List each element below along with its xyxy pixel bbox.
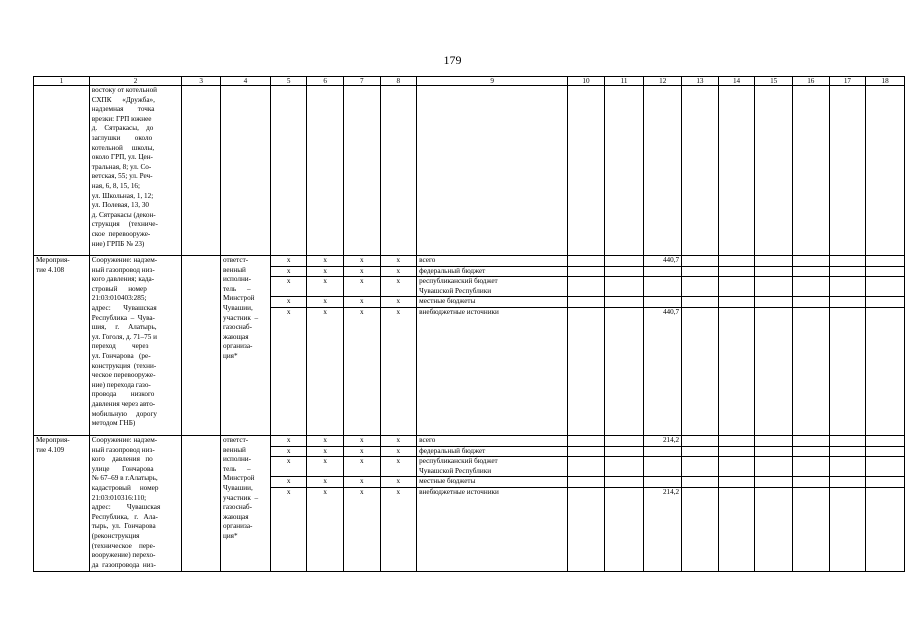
cell-col14-value xyxy=(719,267,755,278)
cell-col13-value xyxy=(682,477,718,488)
code-c5 xyxy=(270,436,307,572)
funding-source xyxy=(417,256,568,436)
code-c5-value: х xyxy=(271,267,307,278)
column-number: 8 xyxy=(380,77,417,86)
cell-col13-value xyxy=(682,457,718,477)
cell-col13-value xyxy=(682,488,718,498)
amount-c12 xyxy=(644,256,682,436)
cell-col3 xyxy=(182,256,221,436)
cell-col10-value xyxy=(568,457,604,477)
cell-col14 xyxy=(718,86,755,256)
cell-col17-value xyxy=(830,436,866,447)
code-c7-value: х xyxy=(344,477,380,488)
cell-col16-value xyxy=(793,277,829,297)
cell-col13 xyxy=(682,86,719,256)
cell-col18-value xyxy=(866,267,904,278)
code-c8-value: х xyxy=(396,307,401,316)
cell-col13-value xyxy=(682,447,718,458)
code-c7-value: х xyxy=(359,487,364,496)
cell-col16-value xyxy=(793,477,829,488)
cell-col11-value xyxy=(605,436,644,447)
cell-col18-value xyxy=(866,488,904,498)
page-number: 179 xyxy=(443,53,462,67)
amount-c12-value: 440,7 xyxy=(644,256,681,267)
cell-col11 xyxy=(604,86,644,256)
code-c6-value: х xyxy=(307,267,343,278)
cell-col13-value xyxy=(682,256,718,267)
cell-col11-value xyxy=(605,267,644,278)
cell-col18-value xyxy=(866,256,904,267)
column-number: 18 xyxy=(866,77,905,86)
responsible-executor: ответст- венный исполни- тель – Минстрой Чувашии, участник – газоснаб- жающая организа- ция* xyxy=(220,436,270,572)
column-number: 9 xyxy=(417,77,568,86)
cell-col17-value xyxy=(830,488,866,498)
cell-col14-value xyxy=(719,457,755,477)
code-c6 xyxy=(307,436,344,572)
cell-col11-value xyxy=(605,477,644,488)
code-c8-value: х xyxy=(381,477,417,488)
amount-c12-value xyxy=(644,447,681,458)
column-number: 6 xyxy=(307,77,344,86)
cell-col18-value xyxy=(866,477,904,488)
code-c8-value: х xyxy=(381,457,417,477)
code-c7 xyxy=(343,256,380,436)
measure-id: Мероприя- тие 4.108 xyxy=(34,256,90,436)
cell-col15-value xyxy=(755,457,792,477)
cell-col10-value xyxy=(568,488,604,498)
cell-col16-value xyxy=(793,447,829,458)
code-c5-value: х xyxy=(286,307,291,316)
amount-c12-value: 440,7 xyxy=(662,307,680,316)
code-c7-value: х xyxy=(344,436,380,447)
code-c6 xyxy=(307,86,344,256)
code-c5-value: х xyxy=(271,277,307,297)
code-c7-value: х xyxy=(344,256,380,267)
cell-col16-value xyxy=(793,267,829,278)
cell-col16-value xyxy=(793,256,829,267)
program-table xyxy=(33,76,905,572)
cell-col10 xyxy=(568,256,605,436)
code-c8-value: х xyxy=(381,267,417,278)
code-c8-value: х xyxy=(396,487,401,496)
cell-col15-value xyxy=(755,488,792,498)
code-c5-value: х xyxy=(271,256,307,267)
cell-col14-value xyxy=(719,436,755,447)
column-number: 10 xyxy=(568,77,605,86)
code-c5-value: х xyxy=(271,436,307,447)
funding-source-value: республиканский бюджет Чувашской Республики xyxy=(417,457,567,477)
cell-col18 xyxy=(866,436,905,572)
code-c6-value: х xyxy=(323,307,327,316)
amount-c12 xyxy=(644,86,682,256)
cell-col17-value xyxy=(830,277,866,297)
code-c5 xyxy=(270,86,307,256)
code-c8 xyxy=(380,436,417,572)
code-c8-value: х xyxy=(381,436,417,447)
cell-col14-value xyxy=(719,447,755,458)
cell-col17 xyxy=(829,256,866,436)
measure-id: Мероприя- тие 4.109 xyxy=(34,436,90,572)
cell-col11-value xyxy=(605,488,644,498)
cell-col3 xyxy=(182,436,221,572)
measure-description: востоку от котельной СХПК «Дружба», надземная точка врезки: ГРП южнее д. Сятракасы, до заглушки около котельной школы, около ГРП, ул. Цен- тральная, 8; ул. Со- ветская, 55; ул. Реч- ная, 6, 8, 15, 16; ул. Школьная, 1, 12; ул. Полевая, 13, 30 д. Сятракасы (декон- струкция (техниче- ское перевооруже- ние) ГРПБ № 23) xyxy=(89,86,182,256)
code-c5-value: х xyxy=(271,457,307,477)
column-number: 5 xyxy=(270,77,307,86)
column-number: 13 xyxy=(682,77,719,86)
cell-col10-value xyxy=(568,297,604,308)
cell-col14 xyxy=(718,436,755,572)
column-number: 4 xyxy=(220,77,270,86)
code-c6-value: х xyxy=(307,297,343,308)
header-row xyxy=(34,77,905,86)
cell-col17-value xyxy=(830,267,866,278)
column-number: 11 xyxy=(604,77,644,86)
code-c6-value: х xyxy=(307,457,343,477)
measure-description: Сооружение: надзем- ный газопровод низ- кого давления по улице Гончарова № 67–69 в г.Алатырь, кадастровый номер 21:03:010316:110; адрес: Чувашская Республика, г. Ала- тырь, ул. Гончарова (реконструкция (техническое пере- вооружение) перехо- да газопровода низ- xyxy=(89,436,182,572)
amount-c12 xyxy=(644,436,682,572)
cell-col10-value xyxy=(568,436,604,447)
funding-source-value: местные бюджеты xyxy=(417,297,567,308)
funding-source-value: республиканский бюджет Чувашской Республики xyxy=(417,277,567,297)
code-c8-value: х xyxy=(381,256,417,267)
cell-col13 xyxy=(682,256,719,436)
cell-col11-value xyxy=(605,256,644,267)
code-c7-value: х xyxy=(359,307,364,316)
code-c8-value: х xyxy=(381,277,417,297)
responsible-executor xyxy=(220,86,270,256)
code-c7-value: х xyxy=(344,457,380,477)
cell-col16-value xyxy=(793,297,829,308)
amount-c12-value xyxy=(644,297,681,308)
funding-source-value: местные бюджеты xyxy=(417,477,567,488)
cell-col13-value xyxy=(682,436,718,447)
cell-col16 xyxy=(792,86,829,256)
cell-col11-value xyxy=(605,308,644,318)
cell-col17-value xyxy=(830,297,866,308)
column-number: 14 xyxy=(718,77,755,86)
cell-col15 xyxy=(755,436,793,572)
cell-col10-value xyxy=(568,477,604,488)
cell-col17-value xyxy=(830,308,866,318)
code-c8 xyxy=(380,256,417,436)
amount-c12-value xyxy=(644,267,681,278)
cell-col15 xyxy=(755,256,793,436)
code-c8-value: х xyxy=(381,297,417,308)
cell-col15-value xyxy=(755,267,792,278)
cell-col10 xyxy=(568,436,605,572)
cell-col13-value xyxy=(682,267,718,278)
cell-col18-value xyxy=(866,436,904,447)
code-c7-value: х xyxy=(344,297,380,308)
code-c8-value: х xyxy=(381,447,417,458)
cell-col10-value xyxy=(568,256,604,267)
cell-col15-value xyxy=(755,297,792,308)
cell-col10 xyxy=(568,86,605,256)
cell-col16 xyxy=(792,256,829,436)
code-c8 xyxy=(380,86,417,256)
measure-id xyxy=(34,86,90,256)
code-c6 xyxy=(307,256,344,436)
cell-col18-value xyxy=(866,308,904,318)
code-c7 xyxy=(343,436,380,572)
cell-col11 xyxy=(604,436,644,572)
responsible-executor: ответст- венный исполни- тель – Минстрой Чувашии, участник – газоснаб- жающая организа- ция* xyxy=(220,256,270,436)
code-c6-value: х xyxy=(307,477,343,488)
code-c5-value: х xyxy=(271,297,307,308)
code-c7-value: х xyxy=(344,447,380,458)
cell-col17 xyxy=(829,86,866,256)
cell-col17 xyxy=(829,436,866,572)
cell-col14 xyxy=(718,256,755,436)
cell-col16-value xyxy=(793,488,829,498)
cell-col16-value xyxy=(793,436,829,447)
cell-col11-value xyxy=(605,447,644,458)
cell-col15-value xyxy=(755,308,792,318)
cell-col11-value xyxy=(605,277,644,297)
column-number: 17 xyxy=(829,77,866,86)
cell-col15-value xyxy=(755,477,792,488)
cell-col10-value xyxy=(568,308,604,318)
funding-source xyxy=(417,86,568,256)
cell-col18-value xyxy=(866,447,904,458)
cell-col16-value xyxy=(793,308,829,318)
code-c7 xyxy=(343,86,380,256)
column-number: 2 xyxy=(89,77,182,86)
funding-source-value: всего xyxy=(417,256,567,267)
cell-col14-value xyxy=(719,277,755,297)
funding-source-value: федеральный бюджет xyxy=(417,267,567,278)
cell-col15-value xyxy=(755,277,792,297)
table-row xyxy=(34,436,905,572)
amount-c12-value: 214,2 xyxy=(662,487,680,496)
code-c6-value: х xyxy=(307,277,343,297)
code-c5-value: х xyxy=(271,447,307,458)
cell-col15 xyxy=(755,86,793,256)
code-c6-value: х xyxy=(307,436,343,447)
cell-col16-value xyxy=(793,457,829,477)
funding-source-value: федеральный бюджет xyxy=(417,447,567,458)
cell-col17-value xyxy=(830,447,866,458)
funding-source-value: всего xyxy=(417,436,567,447)
cell-col14-value xyxy=(719,477,755,488)
amount-c12-value xyxy=(644,457,681,477)
cell-col10-value xyxy=(568,277,604,297)
code-c6-value: х xyxy=(307,447,343,458)
cell-col14-value xyxy=(719,256,755,267)
funding-source xyxy=(417,436,568,572)
cell-col13-value xyxy=(682,297,718,308)
amount-c12-value: 214,2 xyxy=(644,436,681,447)
cell-col14-value xyxy=(719,297,755,308)
column-number: 3 xyxy=(182,77,221,86)
cell-col18-value xyxy=(866,297,904,308)
column-number: 12 xyxy=(644,77,682,86)
cell-col13-value xyxy=(682,277,718,297)
funding-source-value: внебюджетные источники xyxy=(419,487,499,496)
cell-col15-value xyxy=(755,256,792,267)
cell-col14-value xyxy=(719,308,755,318)
cell-col10-value xyxy=(568,267,604,278)
cell-col18 xyxy=(866,86,905,256)
code-c7-value: х xyxy=(344,267,380,278)
cell-col10-value xyxy=(568,447,604,458)
funding-source-value: внебюджетные источники xyxy=(419,307,499,316)
cell-col18-value xyxy=(866,277,904,297)
column-number: 1 xyxy=(34,77,90,86)
code-c6-value: х xyxy=(307,256,343,267)
column-number: 15 xyxy=(755,77,793,86)
cell-col11-value xyxy=(605,297,644,308)
code-c5-value: х xyxy=(271,477,307,488)
cell-col13 xyxy=(682,436,719,572)
cell-col3 xyxy=(182,86,221,256)
code-c5-value: х xyxy=(286,487,291,496)
table-row xyxy=(34,256,905,436)
cell-col11 xyxy=(604,256,644,436)
cell-col15-value xyxy=(755,447,792,458)
cell-col13-value xyxy=(682,308,718,318)
column-number: 7 xyxy=(343,77,380,86)
cell-col16 xyxy=(792,436,829,572)
cell-col18-value xyxy=(866,457,904,477)
cell-col18 xyxy=(866,256,905,436)
code-c6-value: х xyxy=(323,487,327,496)
cell-col14-value xyxy=(719,488,755,498)
amount-c12-value xyxy=(644,277,681,297)
code-c5 xyxy=(270,256,307,436)
cell-col17-value xyxy=(830,457,866,477)
cell-col15-value xyxy=(755,436,792,447)
amount-c12-value xyxy=(644,477,681,488)
cell-col17-value xyxy=(830,477,866,488)
measure-description: Сооружение: надзем- ный газопровод низ- кого давления; када- стровый номер 21:03:010403:285; адрес: Чувашская Республика – Чува- шия, г. Алатырь, ул. Гоголя, д. 71–75 и переход через ул. Гончарова (ре- конструкция (техни- ческое перевооруже- ние) перехода газо- провода низкого давления через авто- мобильную дорогу методом ГНБ) xyxy=(89,256,182,436)
cell-col17-value xyxy=(830,256,866,267)
table-row xyxy=(34,86,905,256)
code-c7-value: х xyxy=(344,277,380,297)
column-number: 16 xyxy=(792,77,829,86)
cell-col11-value xyxy=(605,457,644,477)
